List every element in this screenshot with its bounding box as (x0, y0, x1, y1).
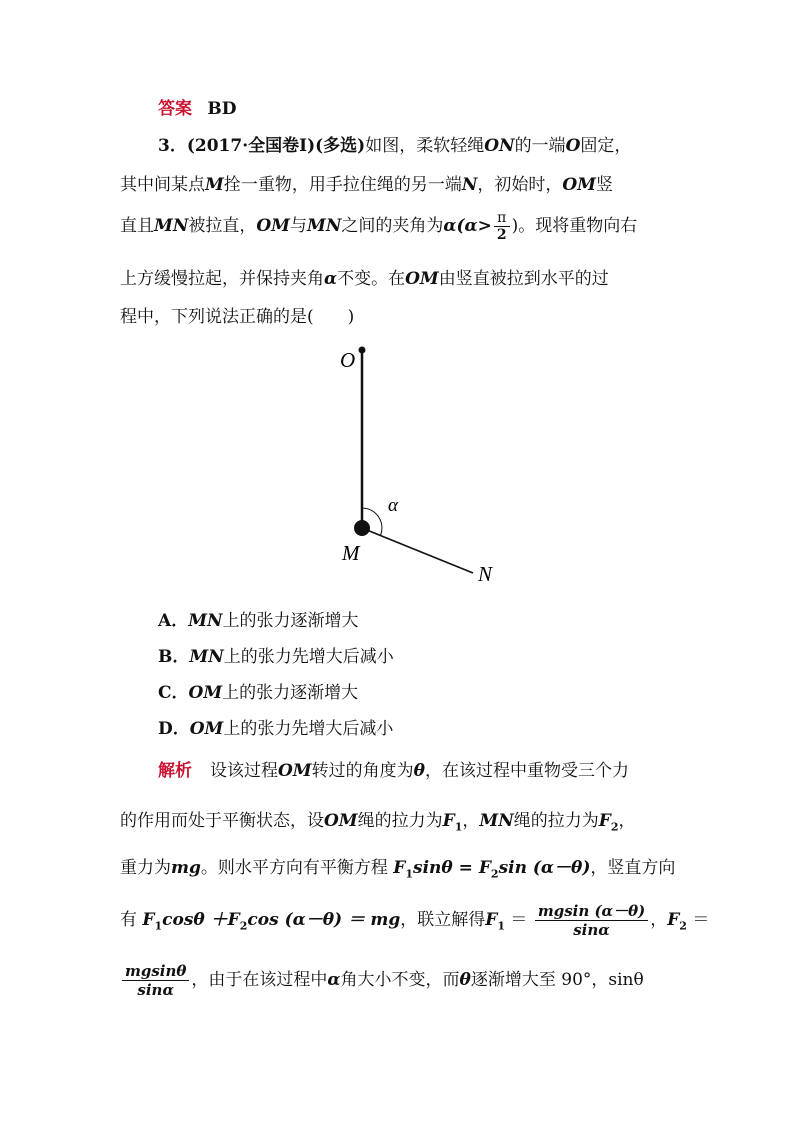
text-span: 直且 (120, 216, 154, 236)
var-F: F (485, 910, 498, 930)
rope-diagram (320, 335, 520, 590)
var-theta: θ (459, 970, 471, 990)
subscript: 1 (154, 919, 163, 933)
text-span: ，在该过程中重物受三个力 (424, 761, 629, 781)
option-text: 上的张力先增大后减小 (223, 719, 394, 739)
equals-sign: ＝ (692, 910, 710, 930)
var-MN: MN (154, 216, 189, 236)
text-span: 其中间某点 (120, 175, 205, 195)
answer-line (158, 98, 237, 120)
text-span: ，初始时， (477, 175, 563, 195)
option-a[interactable] (158, 610, 359, 632)
text-span: 之间的夹角为 (341, 216, 444, 236)
alpha-expression: α(α> (443, 216, 492, 236)
option-subject: OM (188, 683, 223, 703)
var-F: F (142, 910, 155, 930)
text-span: 竖 (596, 175, 614, 195)
var-alpha: α (327, 970, 341, 990)
option-letter: B． (158, 647, 190, 667)
var-F: F (598, 811, 611, 831)
equation-part: cos (α－θ) ＝ (247, 910, 365, 930)
label-alpha: α (388, 495, 398, 516)
text-span: 固定， (580, 136, 632, 156)
var-F: F (442, 811, 455, 831)
question-source: (2017·全国卷Ⅰ)(多选) (186, 136, 366, 156)
var-alpha: α (324, 269, 338, 289)
text-span: 绳的拉力为 (357, 811, 443, 831)
text-span: 被拉直， (188, 216, 257, 236)
subscript: 2 (610, 820, 619, 834)
answer-label: 答案 (158, 99, 192, 119)
question-line-3 (120, 210, 637, 243)
fraction-F1 (535, 902, 648, 939)
text-span: 的一端 (514, 136, 566, 156)
equation-part: sin (α－θ) (498, 858, 591, 878)
var-N: N (461, 175, 478, 195)
text-span: ， (462, 811, 480, 831)
text-span: 重力为 (120, 858, 171, 878)
option-d[interactable] (158, 718, 393, 740)
text-span: 绳的拉力为 (513, 811, 599, 831)
var-F: F (393, 858, 406, 878)
rope-MN (362, 528, 473, 573)
text-span: 的作用而处于平衡状态，设 (120, 811, 324, 831)
text-span: 逐渐增大至 90°，sinθ (470, 970, 644, 990)
subscript: 2 (490, 867, 499, 881)
option-text: 上的张力逐渐增大 (222, 683, 359, 703)
text-span: 拴一重物，用手拉住绳的另一端 (223, 175, 462, 195)
weight-M (354, 520, 370, 536)
equals-sign: ＝ (510, 910, 528, 930)
analysis-label: 解析 (158, 761, 192, 781)
analysis-line-2 (120, 810, 635, 838)
text-span: 与 (290, 216, 307, 236)
label-O: O (340, 348, 356, 372)
pi-over-two (494, 210, 510, 243)
point-O (359, 347, 366, 354)
question-line-5: 程中，下列说法正确的是( ) (120, 307, 355, 327)
var-mg: mg (370, 910, 401, 930)
text-span: ，联立解得 (400, 910, 486, 930)
option-letter: D． (158, 719, 190, 739)
option-subject: MN (189, 647, 224, 667)
var-MN: MN (307, 216, 342, 236)
option-letter: C． (158, 683, 189, 703)
analysis-line-3 (120, 857, 675, 885)
option-text: 上的张力逐渐增大 (222, 611, 359, 631)
subscript: 1 (454, 820, 463, 834)
text-span: )。现将重物向右 (511, 216, 638, 236)
text-span: ， (650, 910, 668, 930)
var-OM: OM (278, 761, 312, 781)
var-OM: OM (256, 216, 290, 236)
frac-num: mgsin (α－θ) (535, 902, 648, 921)
analysis-line-4 (120, 902, 709, 941)
text-span: 上方缓慢拉起，并保持夹角 (120, 269, 324, 289)
text-span: 设该过程 (210, 761, 278, 781)
text-span: 。则水平方向有平衡方程 (200, 858, 388, 878)
option-letter: A． (158, 611, 189, 631)
var-ON: ON (484, 136, 515, 156)
var-M: M (205, 175, 224, 195)
equation-part: cosθ ＋F (162, 910, 240, 930)
analysis-line-1 (158, 760, 629, 782)
subscript: 2 (239, 919, 248, 933)
option-b[interactable] (158, 646, 394, 668)
answer-value: BD (207, 99, 237, 119)
question-line-4 (120, 268, 609, 290)
text-span: 有 (120, 910, 137, 930)
option-text: 上的张力先增大后减小 (223, 647, 394, 667)
equation-part: sinθ = F (413, 858, 491, 878)
var-OM: OM (562, 175, 597, 195)
question-line-2 (120, 174, 613, 196)
question-line-1 (158, 135, 631, 157)
label-N: N (478, 562, 493, 586)
subscript: 1 (405, 867, 414, 881)
var-mg: mg (171, 858, 201, 878)
text-span: ， (618, 811, 636, 831)
analysis-line-5 (120, 962, 644, 999)
text-span: 转过的角度为 (311, 761, 414, 781)
var-theta: θ (413, 761, 425, 781)
subscript: 1 (497, 919, 506, 933)
subscript: 2 (679, 919, 687, 933)
option-subject: MN (188, 611, 223, 631)
var-OM: OM (405, 269, 439, 289)
var-MN: MN (479, 811, 514, 831)
frac-num: π (494, 210, 510, 227)
var-O: O (565, 136, 581, 156)
frac-den: 2 (496, 227, 507, 243)
option-c[interactable] (158, 682, 358, 704)
frac-den: sinα (137, 981, 174, 999)
fraction-F2 (122, 962, 189, 999)
var-OM: OM (324, 811, 358, 831)
text-span: 由竖直被拉到水平的过 (438, 269, 609, 289)
frac-den: sinα (573, 921, 610, 939)
label-M: M (342, 541, 360, 565)
option-subject: OM (189, 719, 224, 739)
text-span: 角大小不变，而 (340, 970, 460, 990)
text-span: 不变。在 (337, 269, 406, 289)
var-F: F (667, 910, 680, 930)
text-span: 如图，柔软轻绳 (365, 136, 485, 156)
text-span: ，竖直方向 (590, 858, 676, 878)
question-number: 3． (158, 136, 187, 156)
text-span: ，由于在该过程中 (191, 970, 328, 990)
frac-num: mgsinθ (122, 962, 189, 981)
